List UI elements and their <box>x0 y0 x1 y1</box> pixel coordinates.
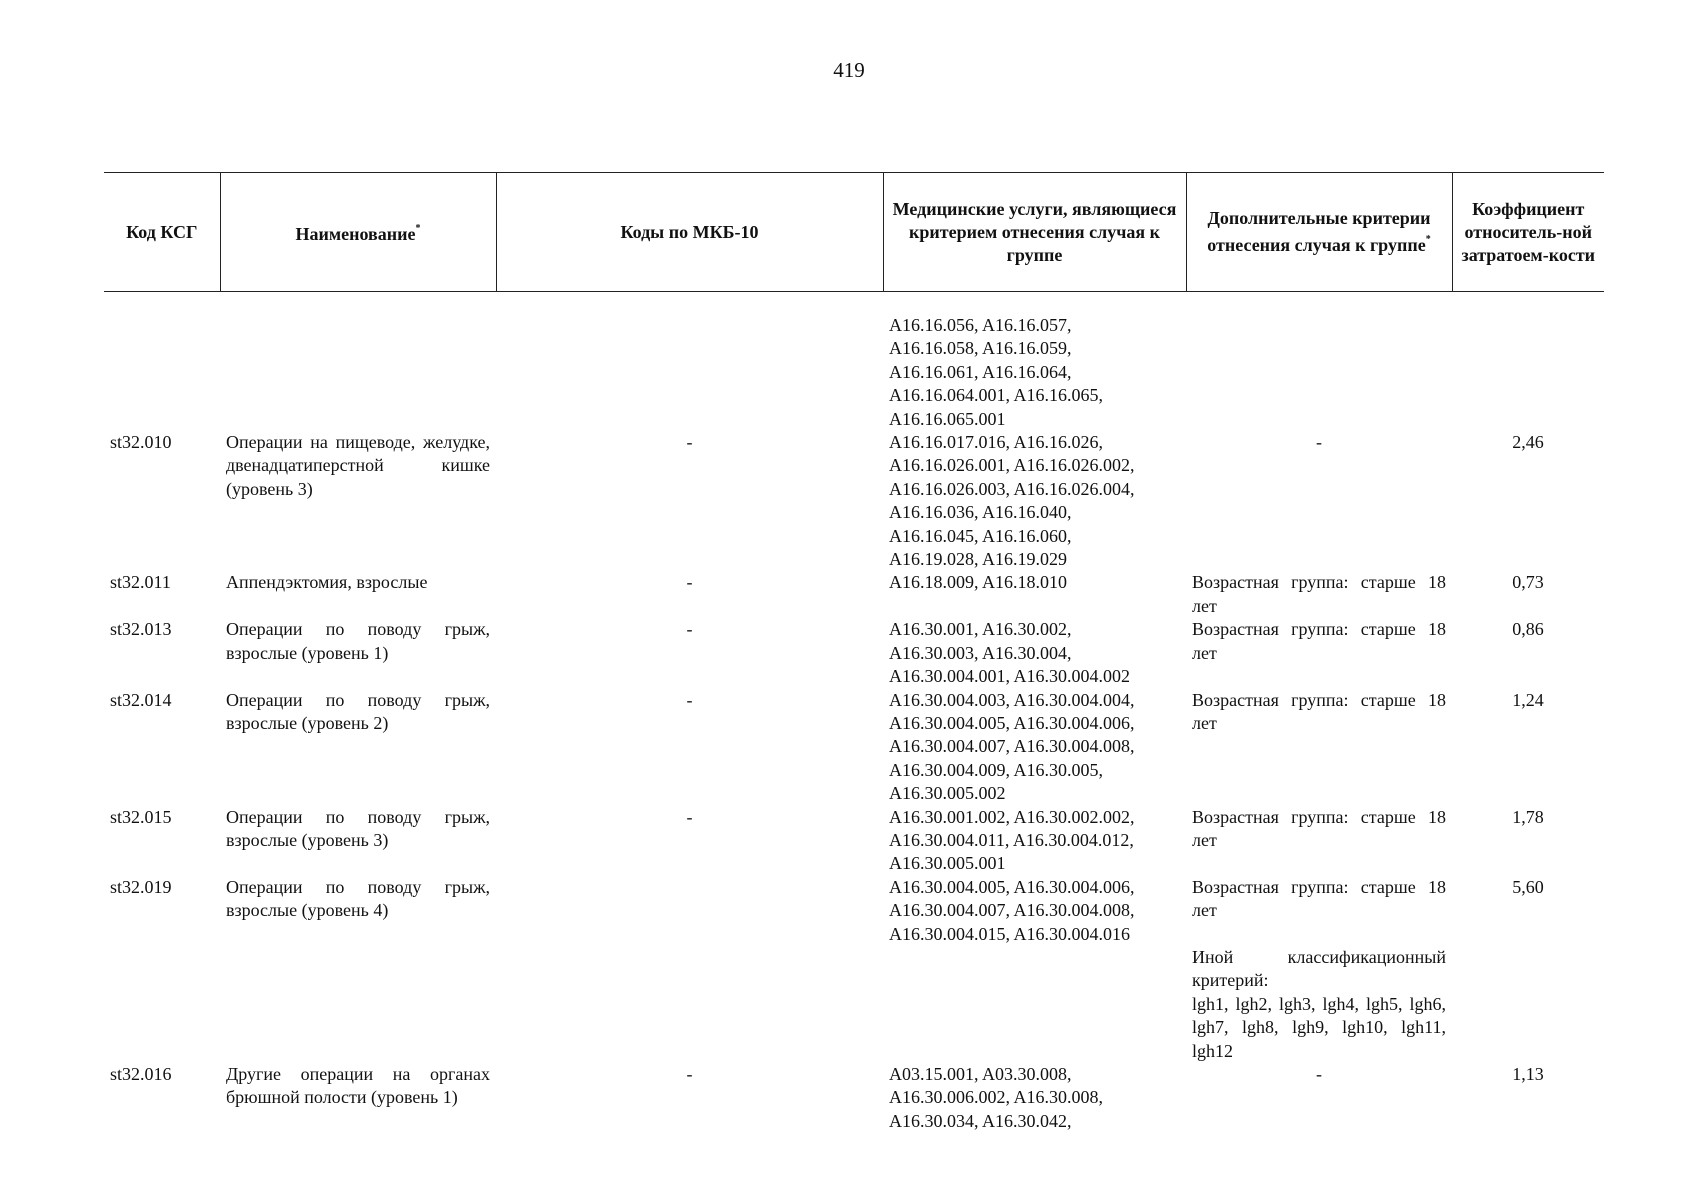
cell-coef: 0,73 <box>1512 572 1544 593</box>
header-services <box>883 173 1186 292</box>
cell-mkb <box>496 876 883 1063</box>
cell-coef: 5,60 <box>1512 876 1544 897</box>
ksg-table <box>104 172 1604 1133</box>
table-header-row <box>104 173 1604 292</box>
header-criteria-footnote-mark: * <box>1425 234 1431 245</box>
header-mkb <box>496 173 883 292</box>
table-row <box>104 1063 1604 1133</box>
cell-coef: 0,86 <box>1512 619 1544 640</box>
cell-mkb: - <box>686 432 693 453</box>
page-number: 419 <box>833 58 865 82</box>
table-row <box>104 876 1604 1063</box>
cell-name: Операции по поводу грыж, взрослые (уровень 3) <box>226 806 490 850</box>
cell-criteria: Возрастная группа: старше 18 лет <box>1192 619 1446 663</box>
cell-coef: 1,24 <box>1512 689 1544 710</box>
table-row <box>104 806 1604 876</box>
cell-code: st32.010 <box>110 432 172 453</box>
cell-mkb: - <box>686 689 693 710</box>
cell-code: st32.013 <box>110 619 172 640</box>
cell-criteria <box>1186 314 1452 431</box>
cell-criteria: Возрастная группа: старше 18 лет <box>1192 689 1446 733</box>
cell-criteria: - <box>1316 432 1322 453</box>
cell-name: Аппендэктомия, взрослые <box>226 572 428 593</box>
header-code-label: Код КСГ <box>126 221 198 242</box>
cell-name <box>220 314 496 431</box>
table-row <box>104 689 1604 806</box>
cell-criteria: Возрастная группа: старше 18 лет <box>1192 572 1446 616</box>
table-row <box>104 618 1604 688</box>
cell-services: A16.30.001.002, A16.30.002.002, A16.30.004.011, A16.30.004.012, A16.30.005.001 <box>889 806 1135 874</box>
table-row <box>104 431 1604 571</box>
header-coef-label: Коэффициент относитель-ной затратоем-кости <box>1461 198 1596 265</box>
cell-services: A03.15.001, A03.30.008, A16.30.006.002, A16.30.008, A16.30.034, A16.30.042, <box>889 1064 1104 1131</box>
cell-services: A16.30.004.003, A16.30.004.004, A16.30.004.005, A16.30.004.006, A16.30.004.007, A16.30.004.008, A16.30.004.009, A16.30.005, A16.30.005.002 <box>889 689 1135 804</box>
cell-name: Операции на пищеводе, желудке, двенадцатиперстной кишке (уровень 3) <box>226 432 490 499</box>
cell-criteria: Возрастная группа: старше 18 лет Иной классификационный критерий: lgh1, lgh2, lgh3, lgh4, lgh5, lgh6, lgh7, lgh8, lgh9, lgh10, lgh11, lgh12 <box>1192 876 1446 1061</box>
cell-code: st32.016 <box>110 1064 172 1084</box>
header-mkb-label: Коды по МКБ-10 <box>620 221 759 242</box>
table-row <box>104 571 1604 618</box>
cell-code: st32.015 <box>110 806 172 827</box>
cell-coef: 1,78 <box>1512 806 1544 827</box>
cell-services: A16.30.004.005, A16.30.004.006, A16.30.004.007, A16.30.004.008, A16.30.004.015, A16.30.004.016 <box>889 876 1135 944</box>
cell-name: Операции по поводу грыж, взрослые (уровень 1) <box>226 619 490 663</box>
header-coef <box>1452 173 1604 292</box>
cell-mkb: - <box>686 619 693 640</box>
header-name <box>220 173 496 292</box>
cell-criteria: - <box>1316 1064 1322 1084</box>
header-name-footnote-mark: * <box>415 222 421 234</box>
cell-name: Операции по поводу грыж, взрослые (уровень 4) <box>226 876 490 921</box>
spacer-cell <box>104 292 1604 315</box>
cell-coef <box>1452 314 1604 431</box>
header-code <box>104 173 220 292</box>
cell-mkb: - <box>686 572 693 593</box>
cell-criteria: Возрастная группа: старше 18 лет <box>1192 806 1446 850</box>
header-criteria-label: Дополнительные критерии отнесения случая к группе <box>1207 208 1431 255</box>
cell-mkb: - <box>686 1064 693 1084</box>
cell-code: st32.019 <box>110 876 172 897</box>
cell-coef: 2,46 <box>1512 432 1544 453</box>
cell-code <box>104 314 220 431</box>
table-row <box>104 314 1604 431</box>
cell-code: st32.011 <box>110 572 171 593</box>
table-spacer-row <box>104 292 1604 315</box>
header-name-label: Наименование <box>295 223 416 244</box>
cell-services: A16.30.001, A16.30.002, A16.30.003, A16.30.004, A16.30.004.001, A16.30.004.002 <box>889 619 1131 687</box>
cell-services: A16.16.017.016, A16.16.026, A16.16.026.001, A16.16.026.002, A16.16.026.003, A16.16.026.004, A16.16.036, A16.16.040, A16.16.045, A16.16.060, A16.19.028, A16.19.029 <box>889 432 1135 570</box>
cell-coef: 1,13 <box>1512 1064 1544 1084</box>
header-criteria <box>1186 173 1452 292</box>
header-services-label: Медицинские услуги, являющиеся критерием отнесения случая к группе <box>892 198 1177 265</box>
cell-name: Операции по поводу грыж, взрослые (уровень 2) <box>226 689 490 733</box>
cell-services: A16.16.056, A16.16.057, A16.16.058, A16.16.059, A16.16.061, A16.16.064, A16.16.064.001, A16.16.065, A16.16.065.001 <box>889 315 1104 429</box>
cell-name: Другие операции на органах брюшной полости (уровень 1) <box>226 1064 490 1108</box>
cell-mkb: - <box>686 806 693 827</box>
cell-mkb <box>496 314 883 431</box>
cell-services: A16.18.009, A16.18.010 <box>889 572 1068 593</box>
cell-code: st32.014 <box>110 689 172 710</box>
